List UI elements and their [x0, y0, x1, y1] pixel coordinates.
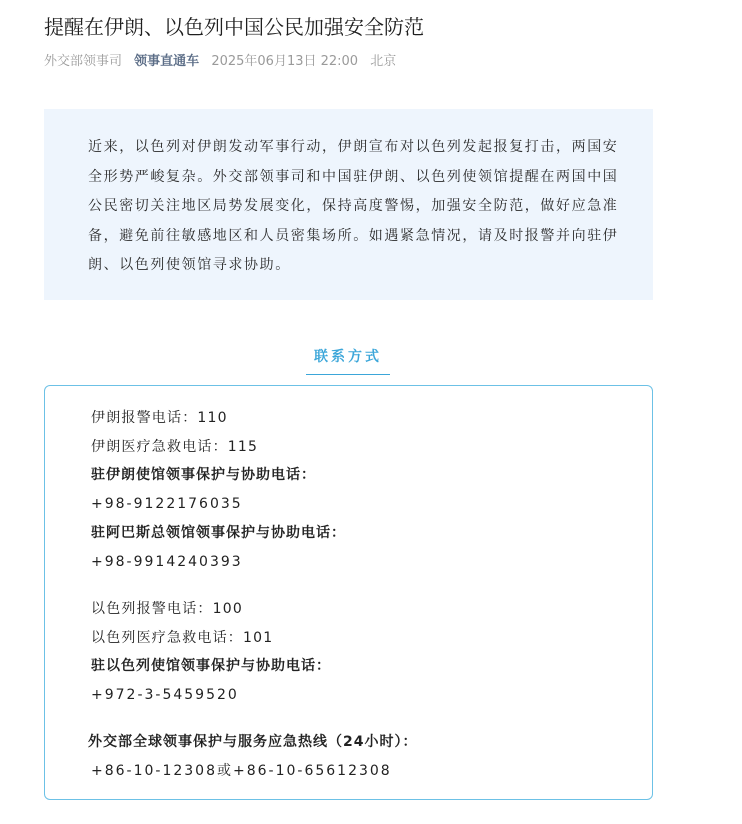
iran-police-line: 伊朗报警电话：110 — [91, 410, 228, 426]
intro-box — [44, 109, 653, 300]
bandar-abbas-consulate-phone[interactable]: +98-9914240393 — [91, 554, 243, 570]
israel-police-line: 以色列报警电话：100 — [91, 601, 243, 617]
article-meta — [44, 52, 404, 72]
bandar-abbas-consulate-label: 驻阿巴斯总领馆领事保护与协助电话： — [91, 525, 346, 541]
section-heading-underline — [306, 374, 390, 375]
iran-embassy-phone[interactable]: +98-9122176035 — [91, 496, 243, 512]
meta-source[interactable]: 外交部领事司 — [44, 54, 123, 69]
intro-text: 近来，以色列对伊朗发动军事行动，伊朗宣布对以色列发起报复打击，两国安全形势严峻复杂。外交部领事司和中国驻伊朗、以色列使领馆提醒在两国中国公民密切关注地区局势发展变化，保持高度警惕，加强安全防范，做好应急准备，避免前往敏感地区和人员密集场所。如遇紧急情况，请及时报警并向驻伊朗、以色列使领馆寻求协助。 — [88, 139, 619, 273]
meta-channel[interactable]: 领事直通车 — [134, 54, 200, 69]
section-heading-contact: 联系方式 — [314, 349, 382, 365]
israel-embassy-label: 驻以色列使馆领事保护与协助电话： — [91, 658, 331, 674]
iran-ambulance-line: 伊朗医疗急救电话：115 — [91, 439, 259, 455]
meta-location: 北京 — [370, 54, 397, 69]
article-title: 提醒在伊朗、以色列中国公民加强安全防范 — [44, 15, 424, 39]
meta-datetime: 2025年06月13日 22:00 — [211, 54, 359, 69]
israel-ambulance-line: 以色列医疗急救电话：101 — [91, 630, 274, 646]
iran-embassy-label: 驻伊朗使馆领事保护与协助电话： — [91, 467, 316, 483]
global-hotline-label: 外交部全球领事保护与服务应急热线（24小时）： — [88, 734, 418, 750]
israel-embassy-phone[interactable]: +972-3-5459520 — [91, 687, 239, 703]
global-hotline-phones[interactable]: +86-10-12308或+86-10-65612308 — [91, 763, 392, 779]
contact-box — [44, 385, 653, 800]
